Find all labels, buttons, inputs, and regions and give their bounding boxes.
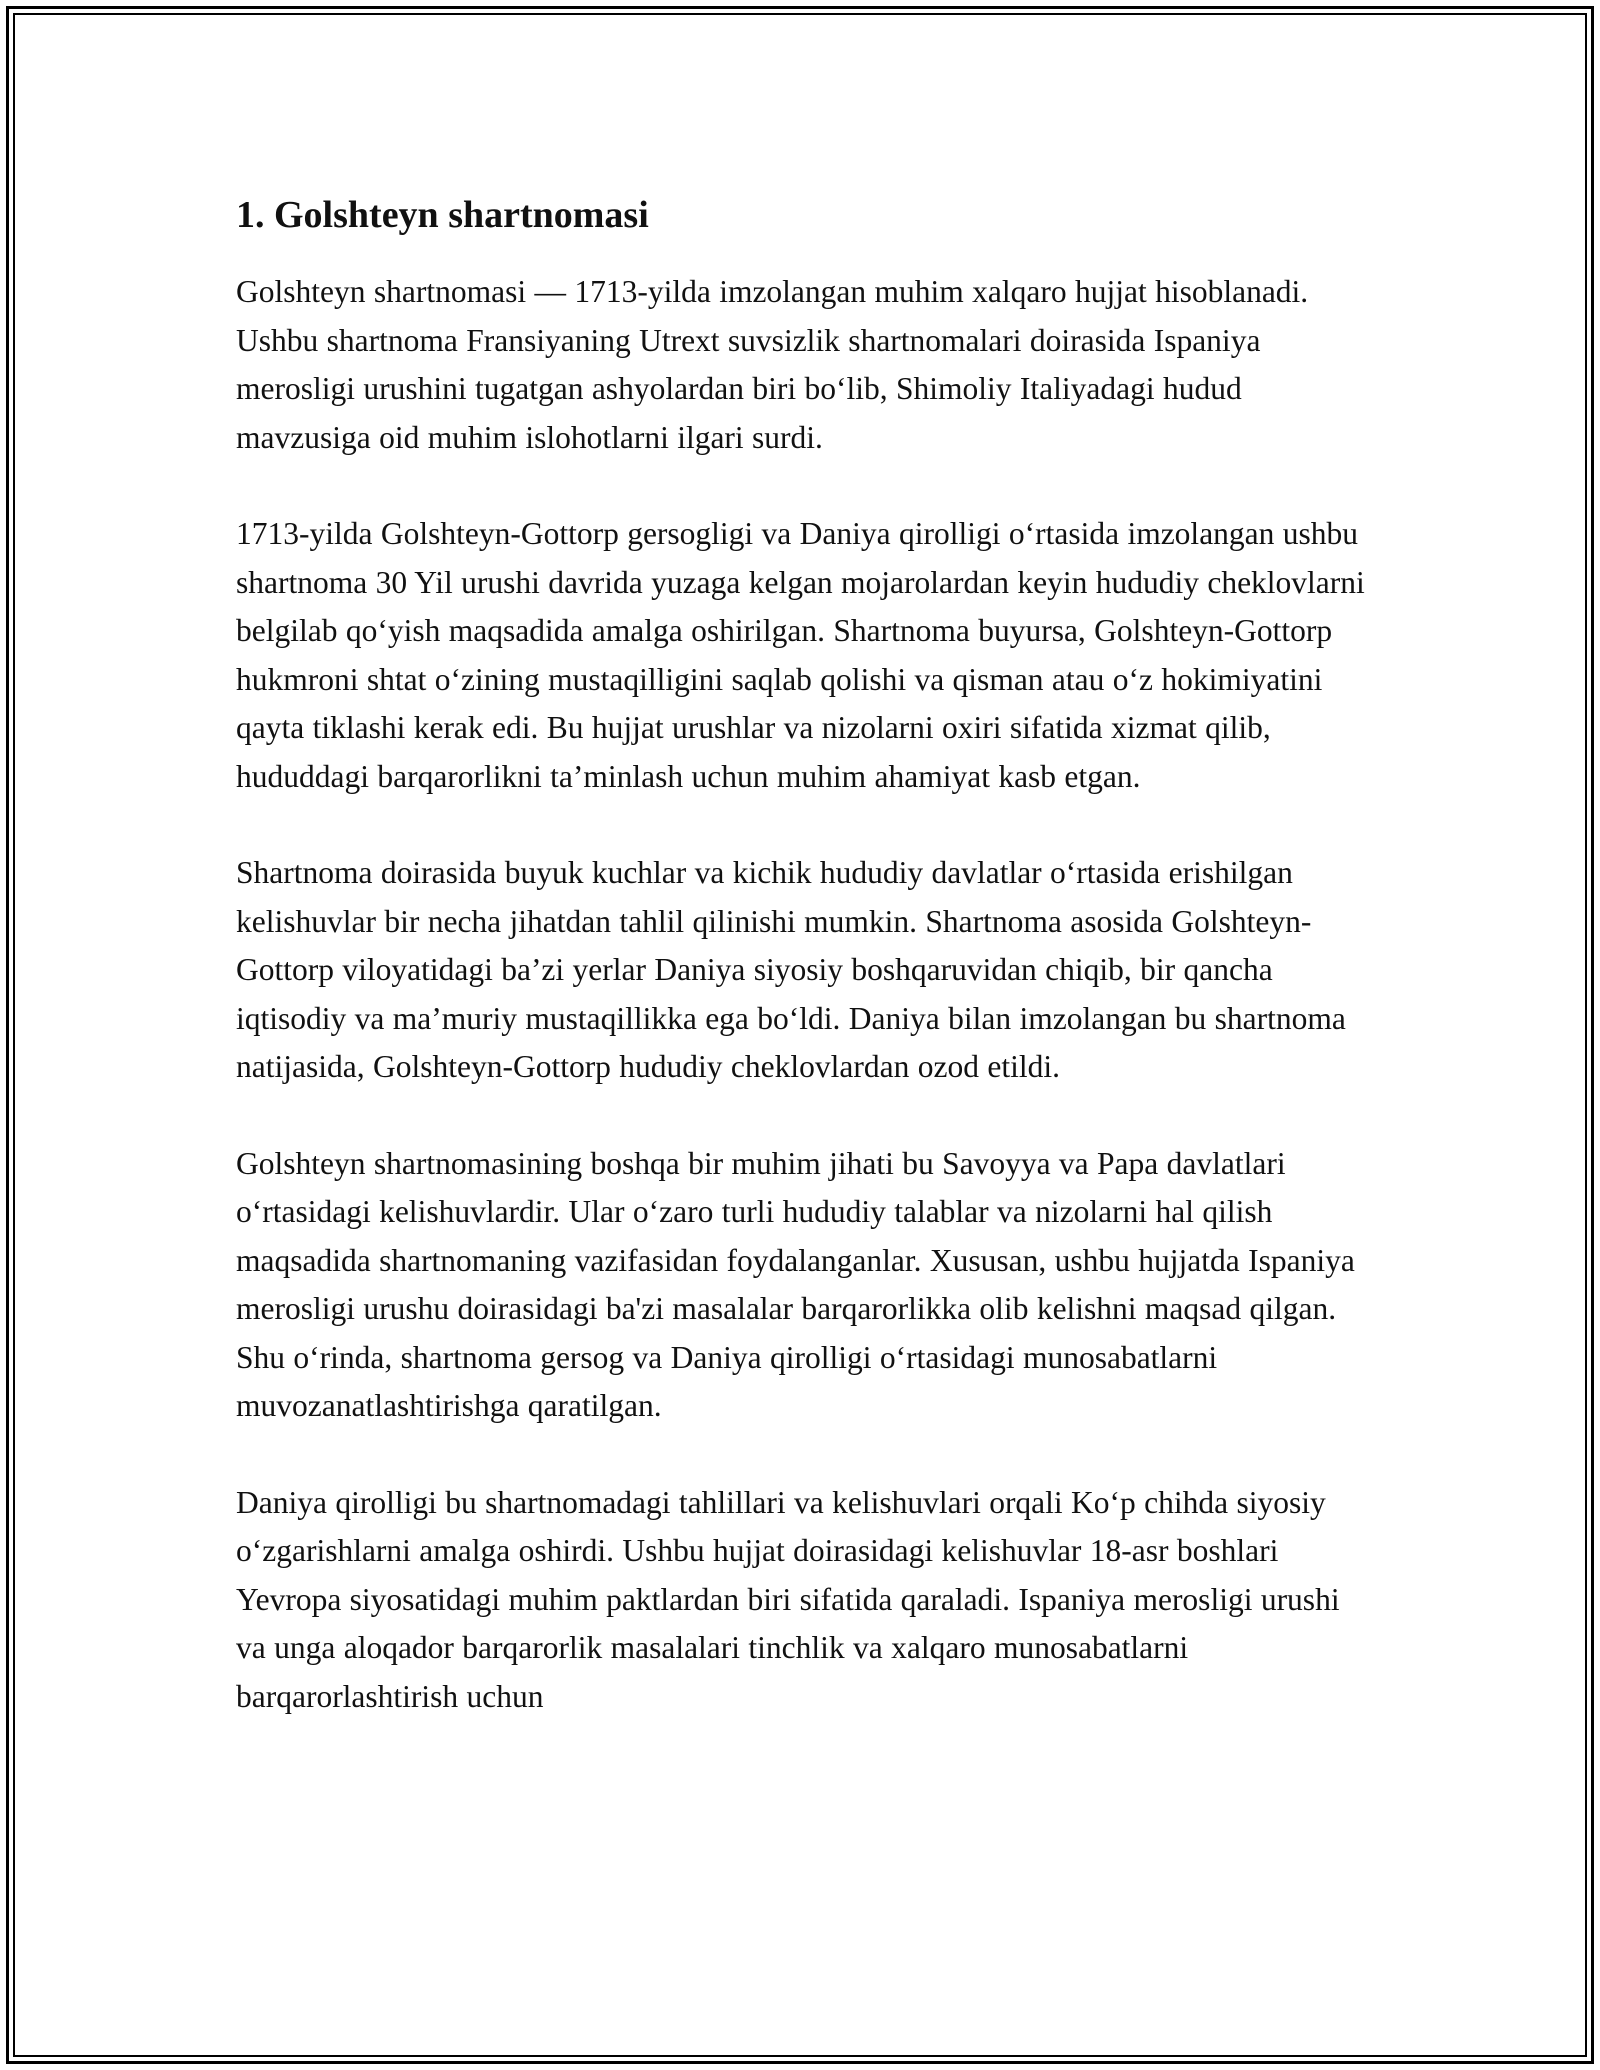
paragraph-1: Golshteyn shartnomasi — 1713-yilda imzolangan muhim xalqaro hujjat hisoblanadi. Ushbu shartnoma Fransiyaning Utrext suvsizlik shartnomalari doirasida Ispaniya merosligi urushini tugatgan ashyolardan biri bo‘lib, Shimoliy Italiyadagi hudud mavzusiga oid muhim islohotlarni ilgari surdi. [236,274,1309,455]
paragraph-4: Golshteyn shartnomasining boshqa bir muhim jihati bu Savoyya va Papa davlatlari o‘rtasidagi kelishuvlardir. Ular o‘zaro turli hududiy talablar va nizolarni hal qilish maqsadida shartnomaning vazifasidan foydalanganlar. Xususan, ushbu hujjatda Ispaniya merosligi urushu doirasidagi ba'zi masalalar barqarorlikka olib kelishni maqsad qilgan. Shu o‘rinda, shartnoma gersog va Daniya qirolligi o‘rtasidagi munosabatlarni muvozanatlashtirishga qaratilgan. [236,1145,1355,1423]
paragraph-5: Daniya qirolligi bu shartnomadagi tahlillari va kelishuvlari orqali Ko‘p chihda siyosiy o‘zgarishlarni amalga oshirdi. Ushbu hujjat doirasidagi kelishuvlar 18-asr boshlari Yevropa siyosatidagi muhim paktlardan biri sifatida qaraladi. Ispaniya merosligi urushi va unga aloqador barqarorlik masalalari tinchlik va xalqaro munosabatlarni barqarorlashtirish uchun [236,1484,1340,1714]
paragraph-3: Shartnoma doirasida buyuk kuchlar va kichik hududiy davlatlar o‘rtasida erishilgan kelishuvlar bir necha jihatdan tahlil qilinishi mumkin. Shartnoma asosida Golshteyn-Gottorp viloyatidagi ba’zi yerlar Daniya siyosiy boshqaruvidan chiqib, bir qancha iqtisodiy va ma’muriy mustaqillikka ega bo‘ldi. Daniya bilan imzolangan bu shartnoma natijasida, Golshteyn-Gottorp hududiy cheklovlardan ozod etildi. [236,855,1346,1084]
paragraph-2: 1713-yilda Golshteyn-Gottorp gersogligi va Daniya qirolligi o‘rtasida imzolangan ushbu shartnoma 30 Yil urushi davrida yuzaga kelgan mojarolardan keyin hududiy cheklovlarni belgilab qo‘yish maqsadida amalga oshirilgan. Shartnoma buyursa, Golshteyn-Gottorp hukmroni shtat o‘zining mustaqilligini saqlab qolishi va qisman atau o‘z hokimiyatini qayta tiklashi kerak edi. Bu hujjat urushlar va nizolarni oxiri sifatida xizmat qilib, hududdagi barqarorlikni ta’minlash uchun muhim ahamiyat kasb etgan. [236,516,1365,794]
document-title: 1. Golshteyn shartnomasi [236,194,649,236]
document-body [236,186,1376,1769]
